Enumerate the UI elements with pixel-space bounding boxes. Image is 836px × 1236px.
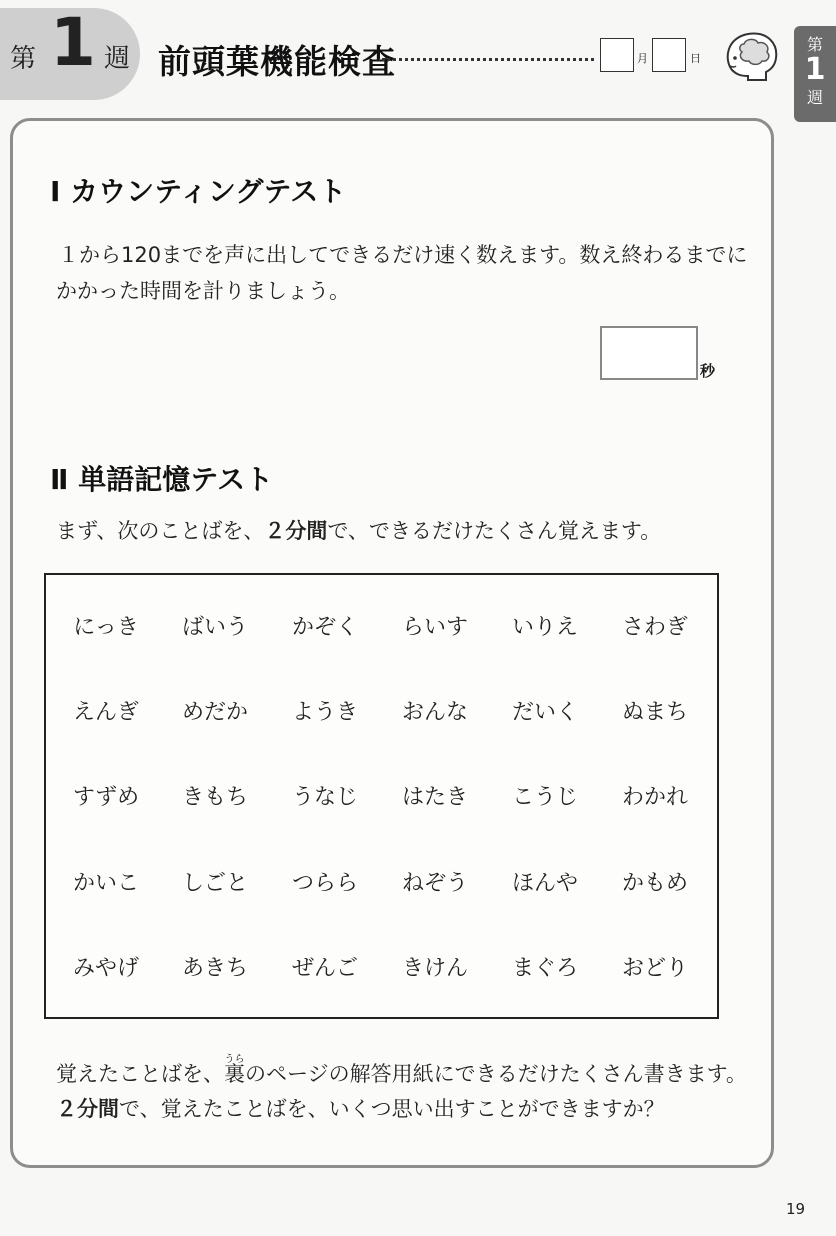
- word-item: めだか: [181, 700, 248, 725]
- outro-time-bold: ２分間: [56, 1097, 119, 1121]
- section2-outro-line1: [56, 1055, 747, 1093]
- month-input-box[interactable]: [600, 38, 634, 72]
- week-side-tab: [794, 26, 836, 122]
- word-item: こうじ: [511, 785, 578, 810]
- page-number: 19: [786, 1200, 806, 1218]
- week-suffix: 週: [104, 44, 131, 74]
- word-item: いりえ: [511, 615, 578, 640]
- word-item: かいこ: [72, 871, 139, 896]
- word-item: さわぎ: [621, 615, 688, 640]
- side-tab-number: 1: [804, 52, 826, 87]
- day-label: 日: [690, 52, 701, 65]
- outro2-text-after: で、覚えたことばを、いくつ思い出すことができますか？: [119, 1097, 665, 1121]
- word-item: えんぎ: [72, 700, 139, 725]
- word-item: ばいう: [181, 615, 248, 640]
- section2-intro: [56, 512, 661, 550]
- week-prefix: 第: [10, 44, 37, 74]
- word-item: らいす: [401, 615, 468, 640]
- word-item: ぜんご: [291, 956, 358, 981]
- brain-head-icon: [722, 30, 780, 84]
- word-item: あきち: [181, 956, 248, 981]
- intro-text-before: まず、次のことばを、: [56, 519, 265, 543]
- word-item: かもめ: [621, 871, 688, 896]
- intro-text-after: で、できるだけたくさん覚えます。: [327, 519, 662, 543]
- word-item: きもち: [181, 785, 248, 810]
- word-item: だいく: [511, 700, 578, 725]
- section2-outro-line2: [56, 1090, 665, 1128]
- side-tab-prefix: 第: [806, 35, 823, 54]
- word-item: ねぞう: [401, 871, 468, 896]
- word-item: はたき: [401, 785, 468, 810]
- word-item: にっき: [73, 615, 139, 640]
- word-item: おどり: [621, 956, 688, 981]
- word-item: きけん: [401, 956, 468, 981]
- section1-title: Ⅰ カウンティングテスト: [50, 175, 347, 208]
- word-item: まぐろ: [511, 956, 578, 981]
- word-item: かぞく: [291, 615, 358, 640]
- word-item: わかれ: [621, 785, 688, 810]
- word-item: すずめ: [72, 785, 140, 810]
- intro-time-bold: ２分間: [264, 519, 328, 543]
- word-item: しごと: [181, 871, 248, 896]
- title-dot-leader: [382, 58, 594, 61]
- seconds-unit: 秒: [700, 362, 716, 380]
- section1-line1: １から120までを声に出してできるだけ速く数えます。数え終わるまでに: [58, 243, 748, 267]
- seconds-answer-box[interactable]: [600, 326, 698, 380]
- word-item: ぬまち: [621, 700, 688, 725]
- section1-line2: かかった時間を計りましょう。: [56, 279, 350, 303]
- word-item: ほんや: [511, 871, 578, 896]
- page-title: 前頭葉機能検査: [158, 42, 396, 81]
- month-label: 月: [637, 52, 648, 65]
- week-number: 1: [50, 4, 96, 81]
- word-item: みやげ: [72, 956, 139, 981]
- word-item: うなじ: [291, 785, 358, 810]
- side-tab-suffix: 週: [806, 88, 823, 107]
- word-item: ようき: [291, 700, 358, 725]
- ura-with-ruby: [224, 1055, 245, 1093]
- outro-text-after: のページの解答用紙にできるだけたくさん書きます。: [245, 1062, 747, 1086]
- ura-ruby: うら: [224, 1054, 245, 1065]
- ura-kanji: 裏: [224, 1062, 245, 1086]
- section2-title: Ⅱ 単語記憶テスト: [50, 463, 274, 496]
- word-item: つらら: [291, 871, 358, 896]
- word-item: おんな: [401, 700, 468, 725]
- outro-text-before: 覚えたことばを、: [56, 1062, 224, 1086]
- day-input-box[interactable]: [652, 38, 686, 72]
